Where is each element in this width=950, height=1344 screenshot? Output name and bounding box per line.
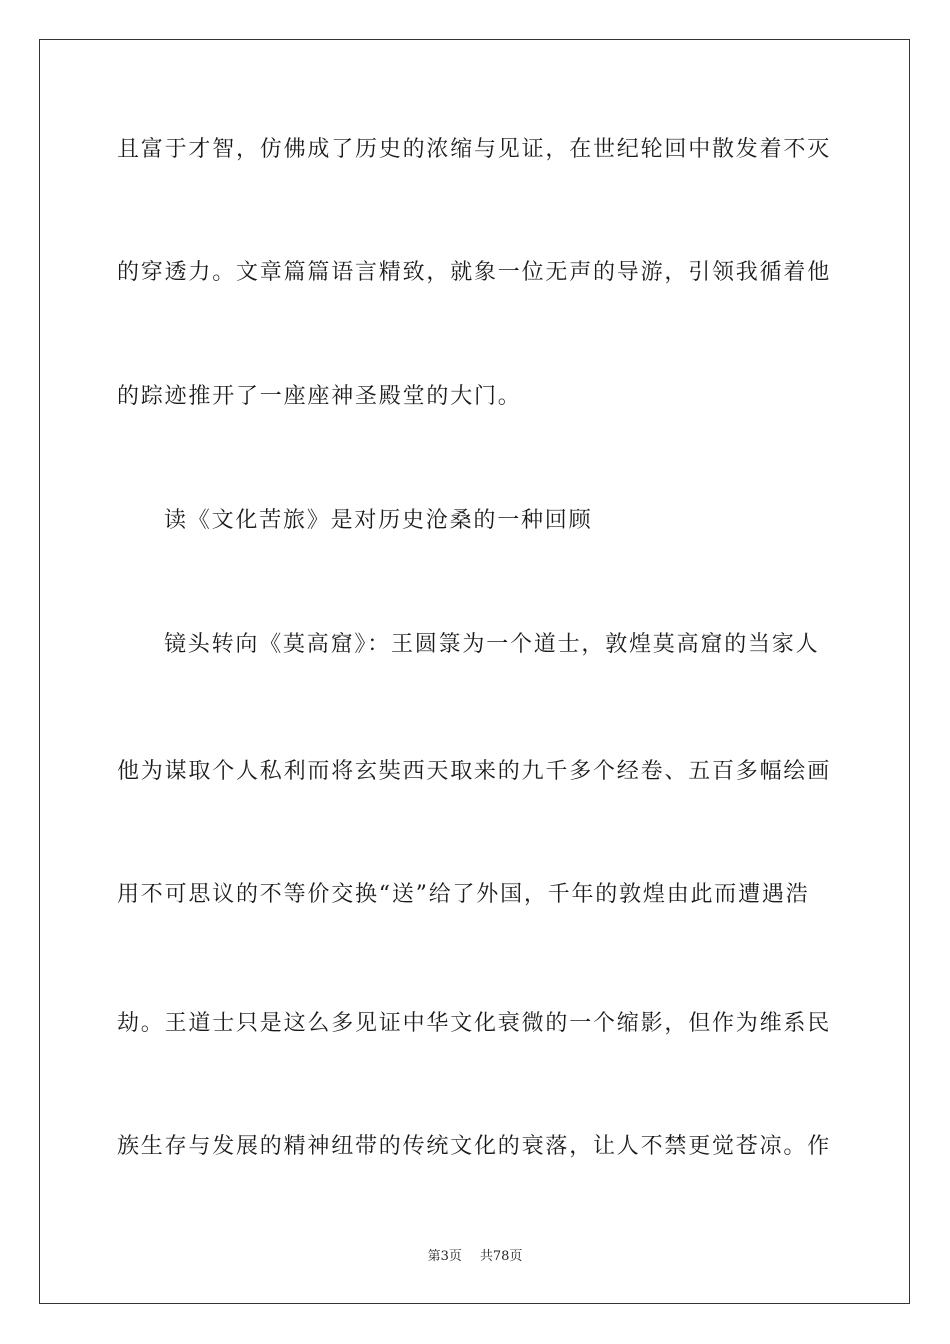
body-text-line: 用不可思议的不等价交换“送”给了外国，千年的敦煌由此而遭遇浩: [117, 882, 810, 907]
body-text-line: 镜头转向《莫高窟》：王圆箓为一个道士，敦煌莫高窟的当家人: [164, 632, 820, 657]
body-text-line: 族生存与发展的精神纽带的传统文化的衰落，让人不禁更觉苍凉。作: [117, 1134, 832, 1159]
page-footer: [0, 1248, 950, 1266]
body-text-line: 的踪迹推开了一座座神圣殿堂的大门。: [117, 384, 522, 409]
body-text-line: 的穿透力。文章篇篇语言精致，就象一位无声的导游，引领我循着他: [117, 260, 832, 285]
section-heading: 读《文化苦旅》是对历史沧桑的一种回顾: [164, 508, 593, 533]
body-text-line: 劫。王道士只是这么多见证中华文化衰微的一个缩影，但作为维系民: [117, 1011, 832, 1036]
body-text-line: 且富于才智，仿佛成了历史的浓缩与见证，在世纪轮回中散发着不灭: [117, 137, 832, 162]
total-pages: 共78页: [479, 1249, 523, 1264]
page-number: 第3页: [427, 1249, 462, 1264]
page-border: [39, 39, 910, 1304]
body-text-line: 他为谋取个人私利而将玄奘西天取来的九千多个经卷、五百多幅绘画: [117, 759, 832, 784]
